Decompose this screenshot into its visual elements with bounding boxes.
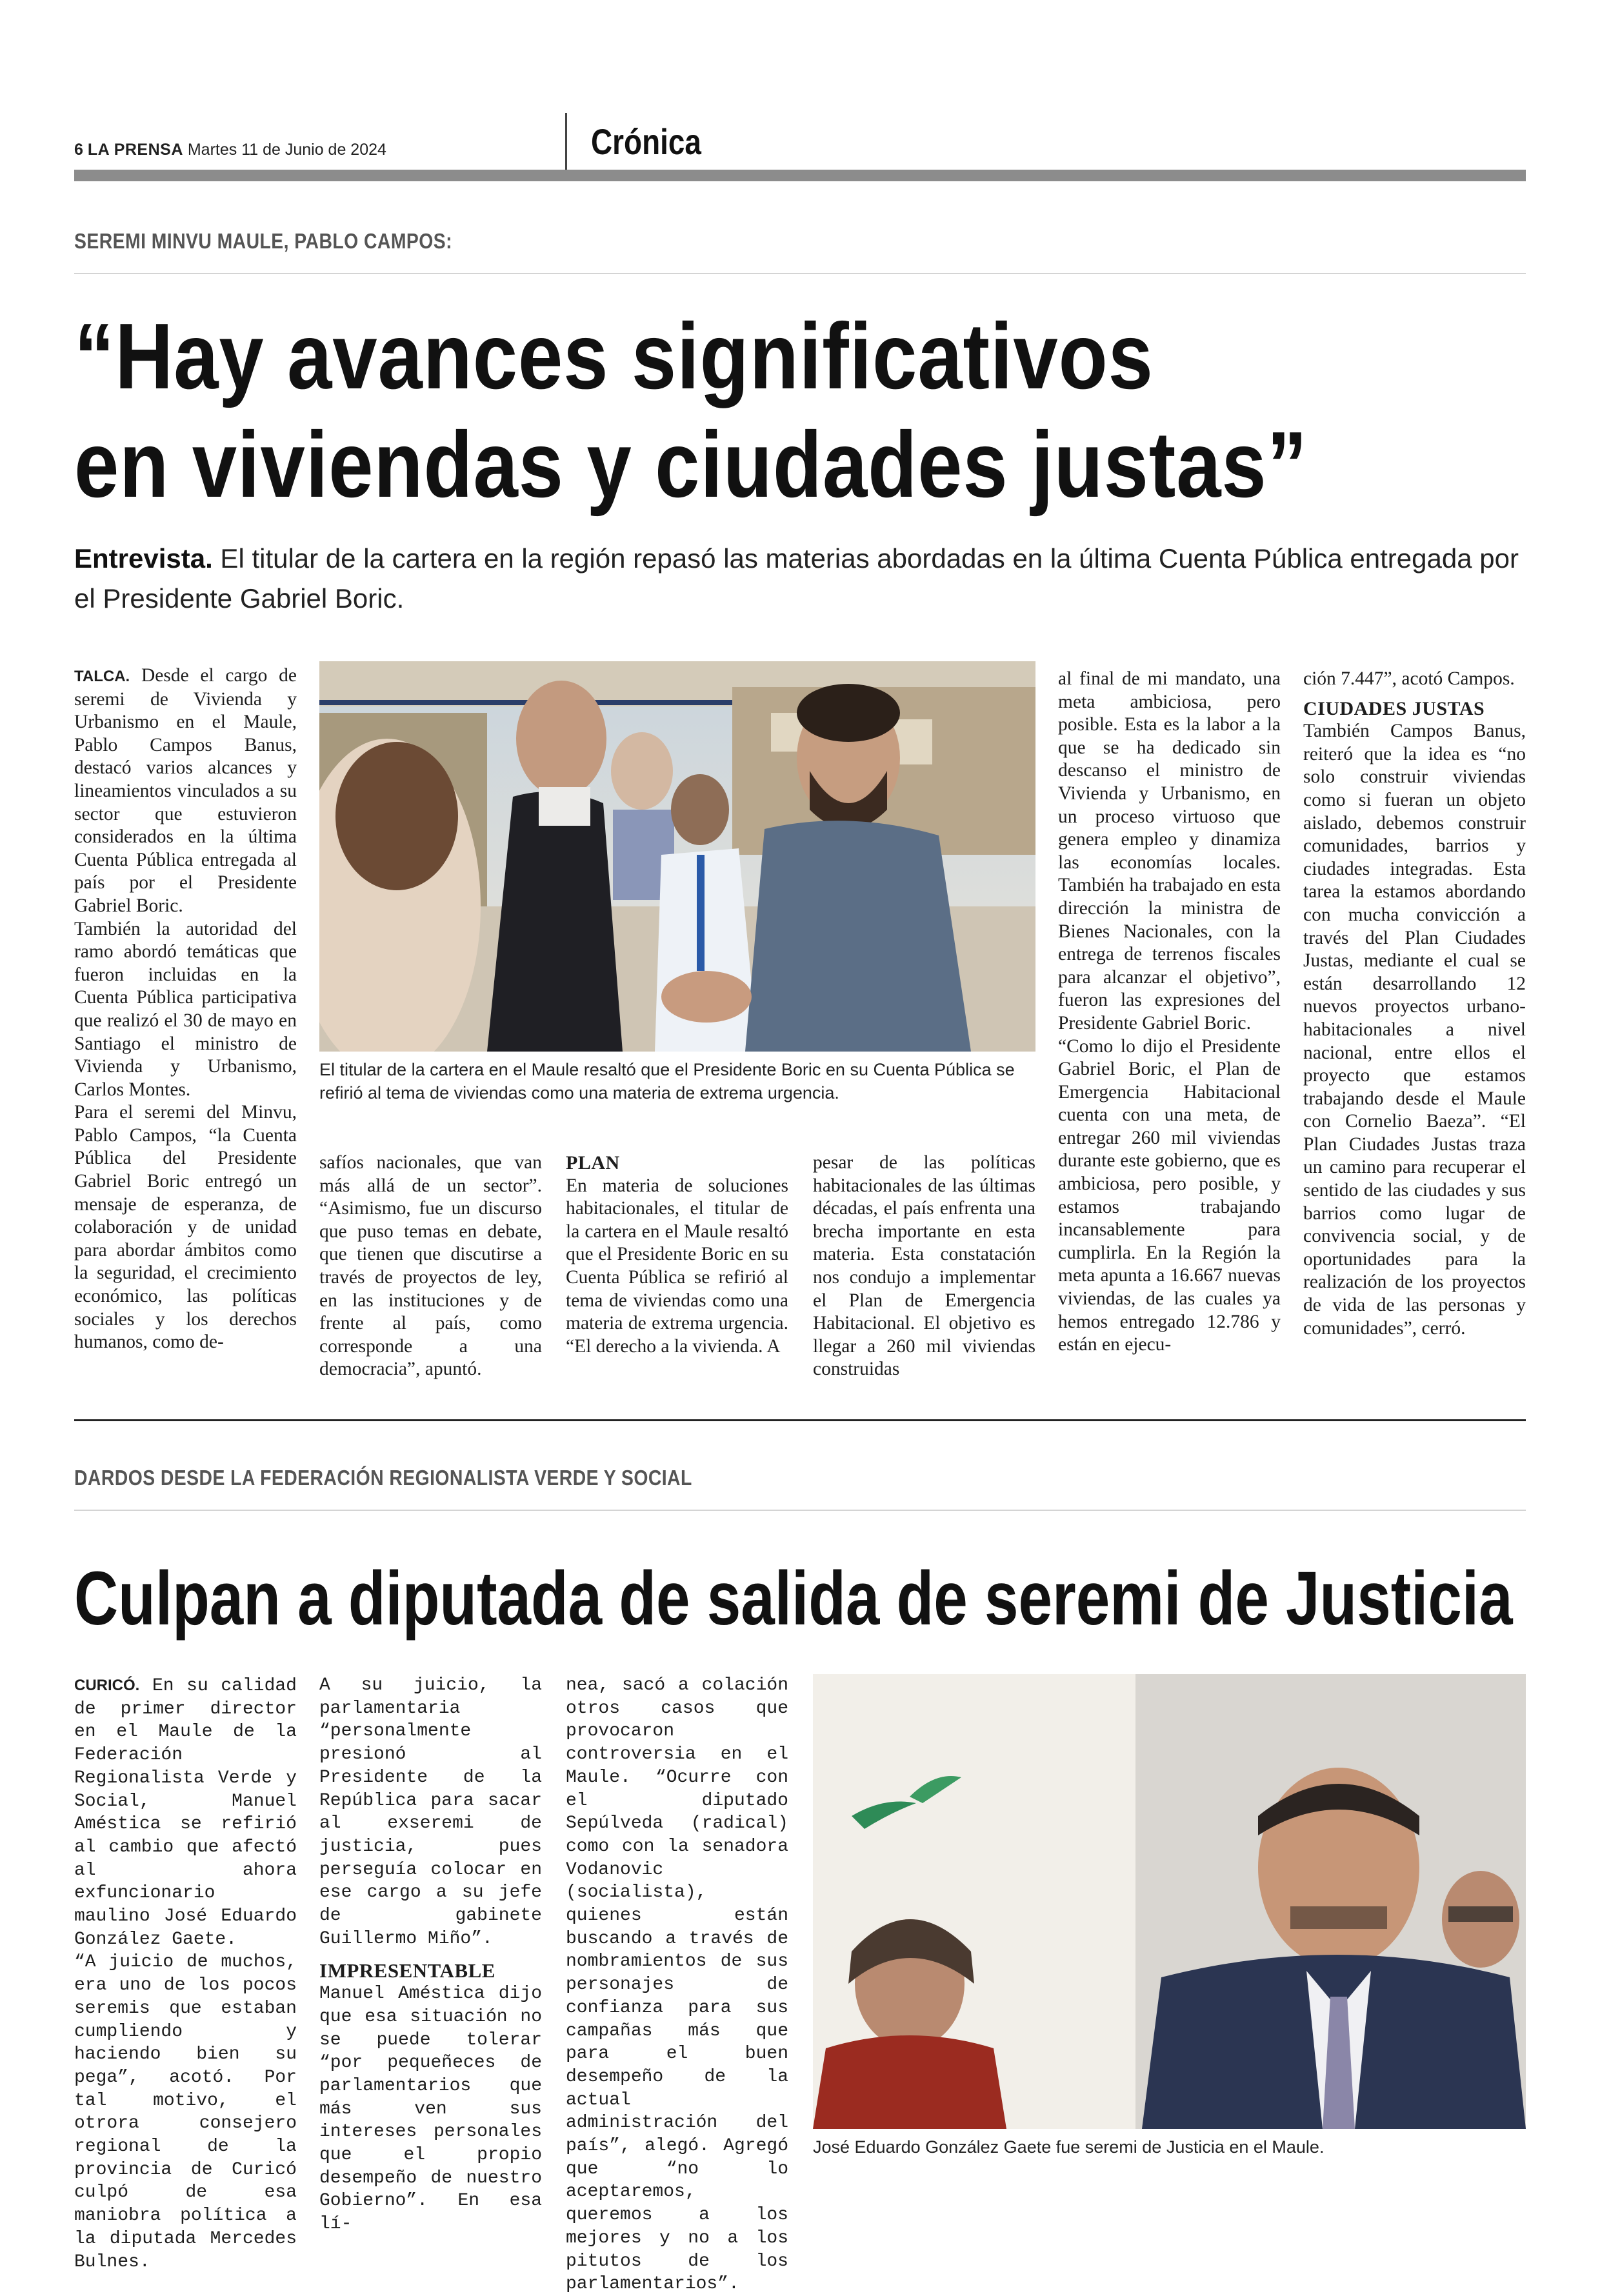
article2-headline: Culpan a diputada de salida de seremi de Justicia [74,1556,1513,1641]
article2-column-2 [319,1674,542,2236]
article1-column-4 [813,1152,1035,1381]
kicker-rule [74,273,1526,274]
page-header [74,141,386,159]
paragraph: “A juicio de muchos, era uno de los pocos seremis que estaban cumpliendo y haciendo bien su pega”, acotó. Por tal motivo, el otrora consejero regional de la provincia de Curicó culpó de esa maniobra política a la diputada Mercedes Bulnes. [74,1952,297,2272]
paragraph: “Como lo dijo el Presidente Gabriel Boric, el Plan de Emergencia Habitacional cuenta con una meta, de entregar 260 mil viviendas durante este gobierno, que es ambiciosa, pero posible, y estamos trabajando incansablemente para cumplirla. En la Región la meta apunta a 16.667 nuevas viviendas, de las cuales ya hemos entregado 12.786 y están en ejecu- [1058,1035,1281,1355]
article1-column-6 [1303,668,1526,1340]
page-number: 6 [74,141,83,159]
dateline: TALCA. [74,668,130,685]
header-bar [74,170,1526,181]
article2-photo [813,1674,1526,2129]
article1-deck [74,539,1532,619]
article1-column-5 [1058,668,1281,1357]
paragraph: pesar de las políticas habitacionales de las últimas décadas, el país enfrenta una brecha importante en esta materia. Esta constatación nos condujo a implementar el Plan de Emergencia Habitacional. El objetivo es llegar a 260 mil viviendas construidas [813,1152,1035,1380]
paragraph: También la autoridad del ramo abordó temáticas que fueron incluidas en la Cuenta Pública participativa que realizó el 30 de mayo en Santiago el ministro de Vivienda y Urbanismo, Carlos Montes. [74,918,297,1100]
article1-column-3 [566,1152,788,1358]
photo-illustration [813,1674,1526,2129]
article1-photo-caption: El titular de la cartera en el Maule resaltó que el Presidente Boric en su Cuenta Pública se refirió al tema de viviendas como una materia de extrema urgencia. [319,1060,1015,1103]
deck-text: El titular de la cartera en la región repasó las materias abordadas en la última Cuenta Pública entregada por el Presidente Gabriel Boric. [74,543,1519,614]
subheading-plan: PLAN [566,1152,620,1173]
newspaper-name: LA PRENSA [87,141,183,159]
paragraph: nea, sacó a colación otros casos que provocaron controversia en el Maule. “Ocurre con el diputado Sepúlveda (radical) como con la senadora Vodanovic (socialista), quienes están buscando a través de nombramientos de sus personajes de confianza para sus campañas más que para el buen desempeño de la actual administración del país”, alegó. Agregó que “no lo aceptaremos, queremos a los mejores y no a los pitutos de los parlamentarios”. [566,1675,788,2295]
paragraph: A su juicio, la parlamentaria “personalmente presionó al Presidente de la República para sacar al exseremi de justicia, pues perseguía colocar en ese cargo a su jefe de gabinete Guillermo Miño”. [319,1675,542,1949]
paragraph: En su calidad de primer director en el Maule de la Federación Regionalista Verde y Social, Manuel Améstica se refirió al cambio que afectó al ahora exfuncionario maulino José Eduardo González Gaete. [74,1676,297,1950]
article1-photo [319,661,1035,1052]
header-separator [565,113,567,174]
issue-date: Martes 11 de Junio de 2024 [187,141,386,159]
article1-kicker: SEREMI MINVU MAULE, PABLO CAMPOS: [74,229,453,253]
article2-column-3 [566,1674,788,2296]
headline-line-1: “Hay avances significativos [74,304,1154,408]
photo-illustration [319,661,1035,1052]
article2-kicker: DARDOS DESDE LA FEDERACIÓN REGIONALISTA VERDE Y SOCIAL [74,1466,692,1490]
article1-column-1 [74,664,297,1354]
paragraph: Manuel Améstica dijo que esa situación no se puede tolerar “por pequeñeces de parlamentarios que más ven sus intereses personales que el propio desempeño de nuestro Gobierno”. En esa lí- [319,1984,542,2235]
kicker-rule [74,1510,1526,1511]
article2-column-1 [74,1674,297,2273]
deck-label: Entrevista. [74,543,213,574]
paragraph: ción 7.447”, acotó Campos. [1303,668,1515,689]
section-title: Crónica [591,121,701,162]
article1-headline [74,302,1350,519]
article1-column-2 [319,1152,542,1381]
paragraph: Desde el cargo de seremi de Vivienda y Urbanismo en el Maule, Pablo Campos Banus, destacó varios alcances y lineamientos vinculados a su sector que estuvieron considerados en la última Cuenta Pública entregada al país por el Presidente Gabriel Boric. [74,665,297,916]
paragraph: En materia de soluciones habitacionales, el titular de la cartera en el Maule resaltó que el Presidente Boric en su Cuenta Pública se refirió al tema de viviendas como una materia de extrema urgencia. “El derecho a la vivienda. A [566,1175,788,1357]
subheading-ciudades-justas: CIUDADES JUSTAS [1303,697,1485,719]
paragraph: También Campos Banus, reiteró que la idea es “no solo construir viviendas como si fueran un objeto aislado, debemos construir comunidades, barrios y ciudades integradas. Esta tarea la estamos abordando con mucha convicción a través del Plan Ciudades Justas, mediante el cual se están desarrollando 12 nuevos proyectos urbano-habitacionales a nivel nacional, entre ellos el proyecto que estamos trabajando desde el Maule con Cornelio Baeza”. “El Plan Ciudades Justas traza un camino para recuperar el sentido de las ciudades y sus barrios como lugar de convivencia social, y de oportunidades para la realización de los proyectos de vida de las personas y comunidades”, cerró. [1303,721,1526,1339]
headline-line-2: en viviendas y ciudades justas” [74,412,1308,517]
paragraph: safíos nacionales, que van más allá de un sector”. “Asimismo, fue un discurso que puso temas en debate, que tienen que discutirse a través de proyectos de ley, en las instituciones y de frente al país, como corresponde a una democracia”, apuntó. [319,1152,542,1380]
subheading-impresentable: IMPRESENTABLE [319,1959,495,1982]
dateline: CURICÓ. [74,1677,140,1694]
article-separator [74,1419,1526,1421]
paragraph: Para el seremi del Minvu, Pablo Campos, “la Cuenta Pública del Presidente Gabriel Boric entregó un mensaje de esperanza, de colaboración y de unidad para abordar ámbitos como la seguridad, el crecimiento económico, las políticas sociales y los derechos humanos, como de- [74,1102,297,1353]
article2-photo-caption: José Eduardo González Gaete fue seremi de Justicia en el Maule. [813,2137,1325,2157]
paragraph: al final de mi mandato, una meta ambiciosa, pero posible. Esta es la labor a la que se ha dedicado sin descanso el ministro de Vivienda y Urbanismo, en un proceso virtuoso que genera empleo y dinamiza las economías locales. También ha trabajado en esta dirección la ministra de Bienes Nacionales, con la entrega de terrenos fiscales para alcanzar el objetivo”, fueron las expresiones del Presidente Gabriel Boric. [1058,668,1281,1033]
